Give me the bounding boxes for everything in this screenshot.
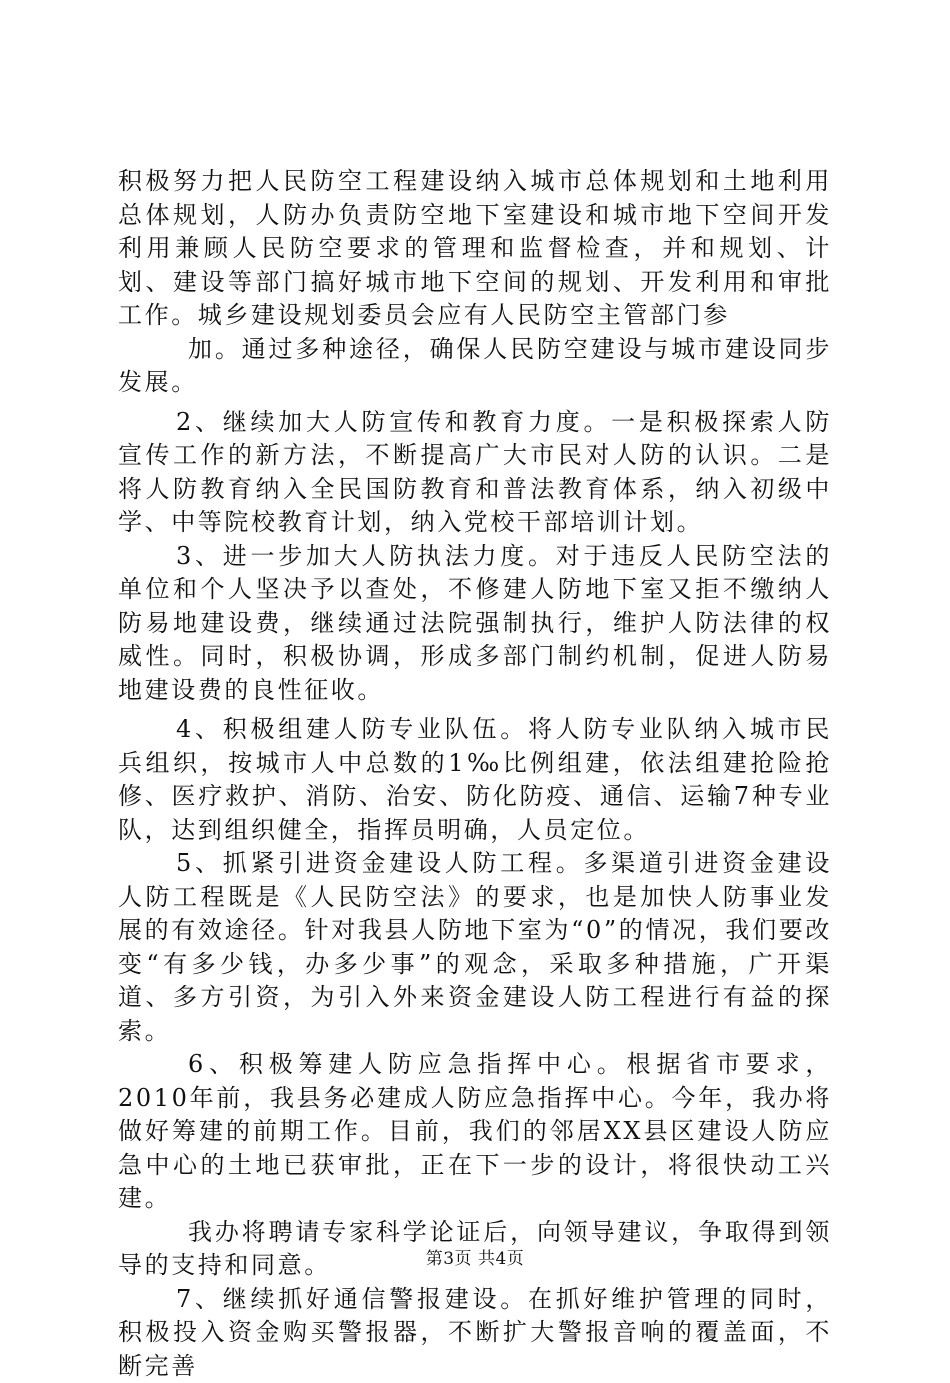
paragraph-item-2: 2、继续加大人防宣传和教育力度。一是积极探索人防宣传工作的新方法，不断提高广大市民对人防的认识。二是将人防教育纳入全民国防教育和普法教育体系，纳入初级中学、中等院校教育计划，纳入党校干部培训计划。 <box>118 406 832 540</box>
paragraph-item-6: 6、积极筹建人防应急指挥中心。根据省市要求，2010年前，我县务必建成人防应急指挥中心。今年，我办将做好筹建的前期工作。目前，我们的邻居XX县区建设人防应急中心的土地已获审批，正在下一步的设计，将很快动工兴建。 <box>118 1048 832 1216</box>
paragraph-item-3: 3、进一步加大人防执法力度。对于违反人民防空法的单位和个人坚决予以查处，不修建人防地下室又拒不缴纳人防易地建设费，继续通过法院强制执行，维护人防法律的权威性。同时，积极协调，形成多部门制约机制，促进人防易地建设费的良性征收。 <box>118 540 832 708</box>
paragraph-item-4: 4、积极组建人防专业队伍。将人防专业队纳入城市民兵组织，按城市人中总数的1‰比例组建，依法组建抢险抢修、医疗救护、消防、治安、防化防疫、通信、运输7种专业队，达到组织健全，指挥员明确，人员定位。 <box>118 713 832 847</box>
paragraph-planning: 积极努力把人民防空工程建设纳入城市总体规划和土地利用总体规划，人防办负责防空地下室建设和城市地下空间开发利用兼顾人民防空要求的管理和监督检查，并和规划、计划、建设等部门搞好城市地下空间的规划、开发利用和审批工作。城乡建设规划委员会应有人民防空主管部门参 <box>118 165 832 333</box>
paragraph-item-7: 7、继续抓好通信警报建设。在抓好维护管理的同时，积极投入资金购买警报器，不断扩大警报音响的覆盖面，不断完善 <box>118 1283 832 1383</box>
page-number-footer: 第3页 共4页 <box>0 1244 950 1269</box>
paragraph-item-6-continued: 我办将聘请专家科学论证后，向领导建议，争取得到领导的支持和同意。 <box>118 1216 832 1283</box>
paragraph-planning-continued: 加。通过多种途径，确保人民防空建设与城市建设同步发展。 <box>118 333 832 400</box>
paragraph-item-5: 5、抓紧引进资金建设人防工程。多渠道引进资金建设人防工程既是《人民防空法》的要求，也是加快人防事业发展的有效途径。针对我县人防地下室为“0”的情况，我们要改变“有多少钱，办多少事”的观念，采取多种措施，广开渠道、多方引资，为引入外来资金建设人防工程进行有益的探索。 <box>118 847 832 1048</box>
document-body <box>118 165 832 1383</box>
